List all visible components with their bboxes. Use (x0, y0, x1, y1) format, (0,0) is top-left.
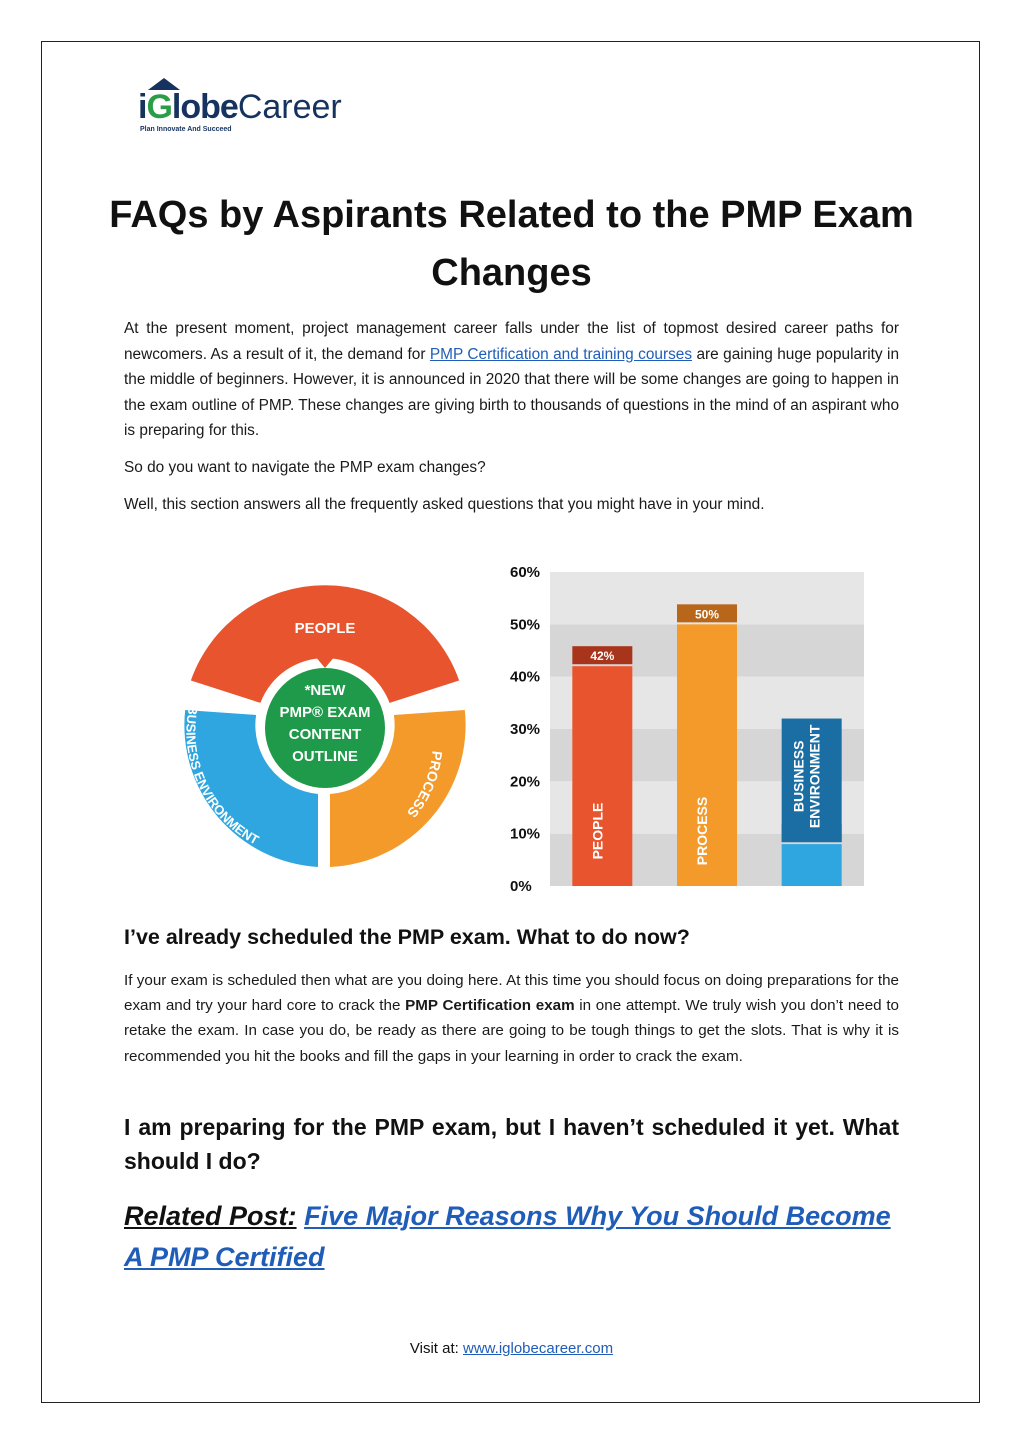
logo-wordmark: iGlobeCareer (138, 88, 342, 126)
intro-note: Well, this section answers all the frequently asked questions that you might have in your mind. (124, 496, 765, 513)
bar-value-label: 50% (694, 607, 720, 622)
brand-logo[interactable] (138, 76, 342, 136)
related-post (124, 1196, 904, 1278)
bar-group (782, 719, 842, 886)
bar-category-label: PEOPLE (589, 802, 606, 860)
intro-question: So do you want to navigate the PMP exam changes? (124, 459, 486, 476)
y-tick-label: 40% (510, 668, 541, 686)
y-tick-label: 20% (510, 773, 541, 791)
bar-value-label: 42% (590, 649, 615, 664)
intro-paragraph: At the present moment, project management career falls under the list of topmost desired career paths for newcomers. As a result of it, the demand for PMP Certification and training courses are gaining huge popularity in the middle of beginners. However, it is announced in 2020 that there will be some changes are going to happen in the exam outline of PMP. These changes are giving birth to thousands of questions in the mind of an aspirant who is preparing for this. (124, 320, 900, 439)
pmp-certification-link[interactable]: PMP Certification and training courses (429, 345, 693, 363)
center-line-3: CONTENT (288, 726, 362, 743)
pmp-exam-bold: PMP Certification exam (405, 997, 575, 1015)
segment-label-business: BUSINESS ENVIRONMENT (183, 704, 262, 848)
exam-outline-diagram (170, 570, 480, 880)
bar-category-label: BUSINESS (790, 740, 807, 813)
bar-group (677, 604, 737, 886)
y-tick-label: 10% (510, 825, 541, 843)
section-body-scheduled: If your exam is scheduled then what are you doing here. At this time you should focus on doing preparations for the exam and try your hard core to crack the PMP Certification exam in one attempt. We truly wish you don’t need to retake the exam. In case you do, be ready as there are going to be tough things to get the slots. That is why it is recommended you hit the books and fill the gaps in your learning in order to crack the exam. (124, 972, 899, 1065)
y-tick-label: 60% (510, 564, 541, 581)
segment-label-people: PEOPLE (294, 620, 356, 637)
related-post-link[interactable]: Five Major Reasons Why You Should Become A PMP Certified (124, 1201, 891, 1272)
center-line-1: *NEW (304, 682, 346, 699)
y-tick-label: 50% (510, 616, 541, 634)
y-tick-label: 0% (510, 878, 532, 895)
footer (0, 1340, 1023, 1357)
domain-weight-bar-chart (480, 548, 880, 898)
logo-tagline: Plan Innovate And Succeed (140, 126, 232, 133)
bar-group (572, 646, 632, 886)
section-heading-not-scheduled: I am preparing for the PMP exam, but I haven’t scheduled it yet. What should I do? (124, 1114, 899, 1174)
bar-category-label: PROCESS (694, 796, 710, 866)
domain-weight-chart (480, 548, 880, 898)
footer-label: Visit at: (409, 1340, 463, 1357)
segment-label-process: PROCESS (404, 750, 446, 821)
bar-2 (782, 844, 842, 886)
center-line-4: OUTLINE (292, 748, 358, 765)
section-heading-scheduled: I’ve already scheduled the PMP exam. What to do now? (124, 925, 690, 949)
bar-category-label: ENVIRONMENT (806, 724, 823, 829)
page-title: FAQs by Aspirants Related to the PMP Exam Changes (109, 194, 914, 294)
footer-website-link[interactable]: www.iglobecareer.com (463, 1340, 614, 1357)
related-post-label: Related Post: (124, 1201, 297, 1231)
center-line-2: PMP® EXAM (279, 704, 371, 721)
y-tick-label: 30% (510, 721, 541, 738)
exam-outline-donut (170, 570, 480, 880)
